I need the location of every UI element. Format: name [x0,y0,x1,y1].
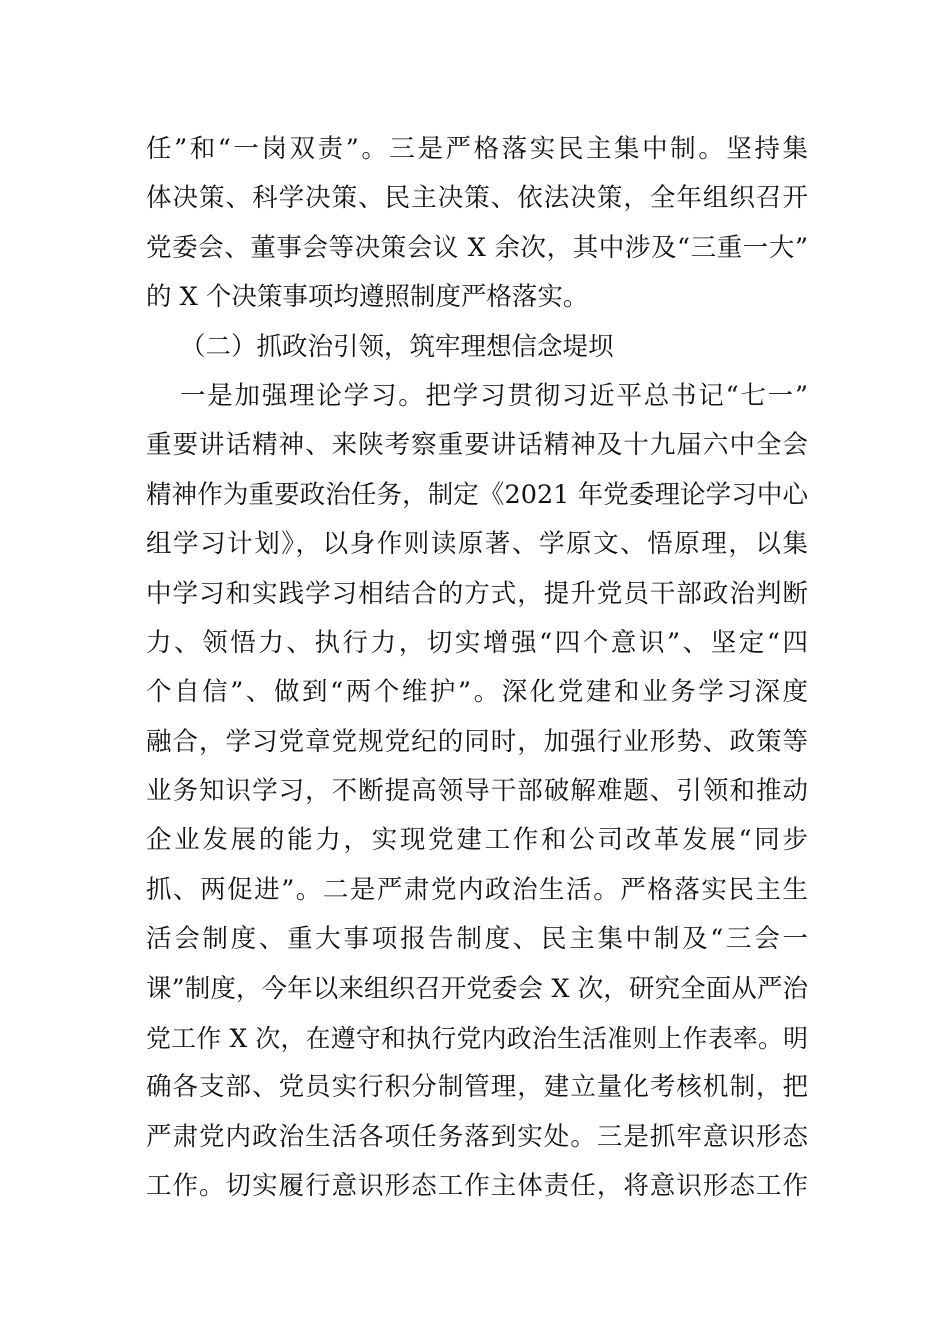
text-line: 中学习和实践学习相结合的方式，提升党员干部政治判断 [146,578,808,609]
section-heading: （二）抓政治引领，筑牢理想信念堤坝 [180,331,614,362]
document-body [146,125,808,1212]
text-line: 融合，学习党章党规党纪的同时，加强行业形势、政策等 [146,726,808,757]
text-line: 个自信”、做到“两个维护”。深化党建和业务学习深度 [146,677,808,708]
text-line: 企业发展的能力，实现党建工作和公司改革发展“同步 [146,825,808,856]
text-line: 党委会、董事会等决策会议 X 余次，其中涉及“三重一大” [146,232,808,263]
text-line: 重要讲话精神、来陕考察重要讲话精神及十九届六中全会 [146,430,808,461]
text-line: 确各支部、党员实行积分制管理，建立量化考核机制，把 [146,1072,808,1103]
text-line: 业务知识学习，不断提高领导干部破解难题、引领和推动 [146,776,808,807]
text-line: 党工作 X 次，在遵守和执行党内政治生活准则上作表率。明 [146,1024,808,1054]
text-line: 一是加强理论学习。把学习贯彻习近平总书记“七一” [180,380,808,411]
text-line: 课”制度，今年以来组织召开党委会 X 次，研究全面从严治 [146,973,808,1004]
text-line: 严肃党内政治生活各项任务落到实处。三是抓牢意识形态 [146,1121,808,1152]
text-line: 组学习计划》，以身作则读原著、学原文、悟原理，以集 [146,529,808,560]
text-line: 抓、两促进”。二是严肃党内政治生活。严格落实民主生 [146,874,808,905]
text-line: 任”和“一岗双责”。三是严格落实民主集中制。坚持集 [146,134,808,164]
text-line: 的 X 个决策事项均遵照制度严格落实。 [146,282,589,313]
text-line: 体决策、科学决策、民主决策、依法决策，全年组织召开 [146,183,808,214]
text-line: 工作。切实履行意识形态工作主体责任，将意识形态工作 [146,1171,808,1202]
text-line: 力、领悟力、执行力，切实增强“四个意识”、坚定“四 [146,627,808,658]
text-line: 活会制度、重大事项报告制度、民主集中制及“三会一 [146,924,808,955]
text-line: 精神作为重要政治任务，制定《2021 年党委理论学习中心 [146,479,808,510]
